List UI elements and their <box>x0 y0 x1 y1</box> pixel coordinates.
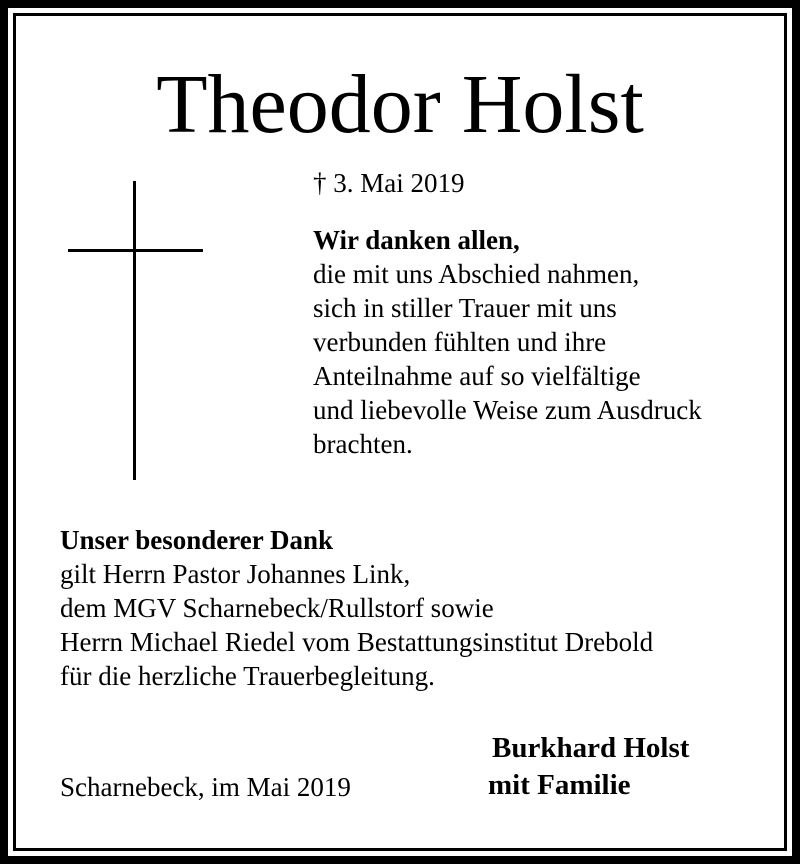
deceased-name: Theodor Holst <box>156 58 644 151</box>
thanks-line: Anteilnahme auf so vielfältige <box>313 361 641 391</box>
signature-name: Burkhard Holst <box>492 732 690 764</box>
thanks-line: verbunden fühlten und ihre <box>313 327 607 357</box>
place-date: Scharnebeck, im Mai 2019 <box>60 772 351 802</box>
signature-family: mit Familie <box>488 769 631 801</box>
thanks-line: die mit uns Abschied nahmen, <box>313 259 640 289</box>
special-thanks-line: Herrn Michael Riedel vom Bestattungsinstitut Drebold <box>60 627 654 657</box>
thanks-line: und liebevolle Weise zum Ausdruck <box>313 395 702 425</box>
death-date: † 3. Mai 2019 <box>313 168 465 198</box>
special-thanks-line: dem MGV Scharnebeck/Rullstorf sowie <box>60 593 494 623</box>
thanks-line: brachten. <box>313 429 413 459</box>
special-thanks-line: gilt Herrn Pastor Johannes Link, <box>60 559 411 589</box>
thanks-line: sich in stiller Trauer mit uns <box>313 293 617 323</box>
special-thanks-heading: Unser besonderer Dank <box>60 525 334 555</box>
cross-vertical-bar <box>133 181 136 480</box>
cross-horizontal-bar <box>68 249 203 252</box>
thanks-heading: Wir danken allen, <box>313 225 520 255</box>
special-thanks-line: für die herzliche Trauerbegleitung. <box>60 661 435 691</box>
